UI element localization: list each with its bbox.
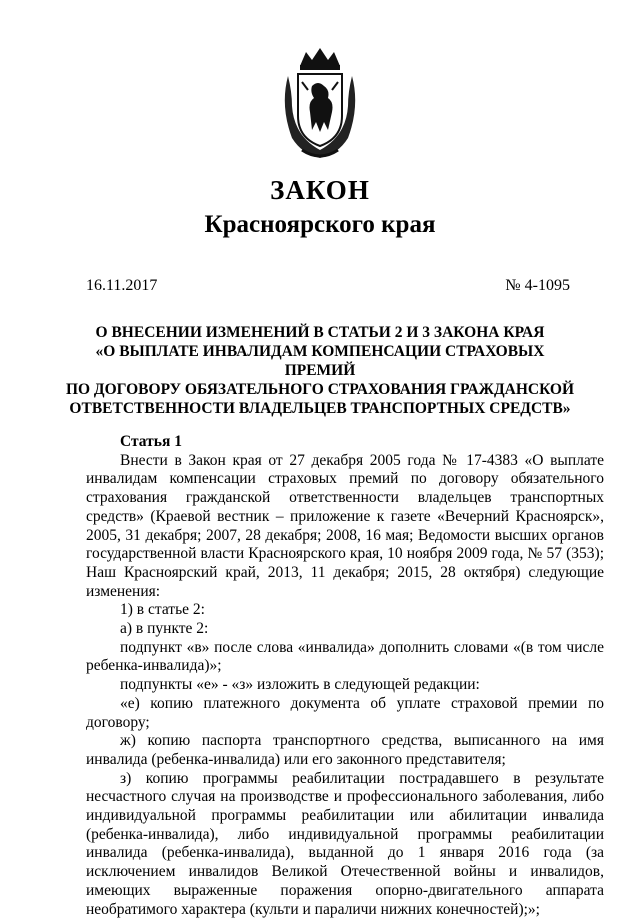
coat-of-arms-icon	[278, 46, 362, 164]
heading-line: ПО ДОГОВОРУ ОБЯЗАТЕЛЬНОГО СТРАХОВАНИЯ ГРАЖДАНСКОЙ	[65, 381, 575, 398]
document-title: ЗАКОН	[270, 175, 370, 205]
article-paragraph: подпункт «в» после слова «инвалида» дополнить словами «(в том числе ребенка-инвалида)»;	[86, 638, 604, 675]
article-paragraph: ж) копию паспорта транспортного средства, выписанного на имя инвалида (ребенка-инвалида) или его законного представителя;	[86, 732, 604, 768]
article-paragraph: подпункты «е» - «з» изложить в следующей редакции:	[120, 676, 480, 694]
document-date: 16.11.2017	[86, 277, 158, 294]
article-body	[86, 433, 604, 919]
document-subtitle: Красноярского края	[204, 211, 436, 238]
article-paragraph: Внести в Закон края от 27 декабря 2005 года № 17-4383 «О выплате инвалидам компенсации страховых премий по договору обязательного страхования гражданской ответственности владельцев транспортных средств» (Краевой вестник – приложение к газете «Вечерний Красноярск», 2005, 31 декабря; 2007, 28 декабря; 2008, 16 мая; Ведомости высших органов государственной власти Красноярского края, 10 ноября 2009 года, № 57 (353); Наш Красноярский край, 2013, 11 декабря; 2015, 28 октября) следующие изменения:	[86, 451, 604, 600]
document-number: № 4-1095	[505, 277, 570, 294]
article-paragraph: «е) копию платежного документа об уплате страховой премии по договору;	[86, 694, 604, 731]
law-heading	[60, 323, 580, 418]
article-paragraph: 1) в статье 2:	[120, 601, 205, 619]
article-paragraph: з) копию программы реабилитации пострадавшего в результате несчастного случая на производстве и профессионального заболевания, либо индивидуальной программы реабилитации или абилитации инвалида (ребенка-инвалида), либо индивидуальной программы реабилитации инвалида (ребенка-инвалида), выданной до 1 января 2016 года (за исключением инвалидов Великой Отечественной войны и инвалидов, имеющих выраженные поражения опорно-двигательного аппарата необратимого характера (культи и параличи нижних конечностей);»;	[86, 769, 604, 918]
article-paragraph: а) в пункте 2:	[120, 620, 209, 638]
heading-line: «О ВЫПЛАТЕ ИНВАЛИДАМ КОМПЕНСАЦИИ СТРАХОВЫХ ПРЕМИЙ	[95, 343, 545, 379]
heading-line: О ВНЕСЕНИИ ИЗМЕНЕНИЙ В СТАТЬИ 2 И 3 ЗАКОНА КРАЯ	[95, 324, 545, 341]
article-title: Статья 1	[120, 433, 182, 450]
heading-line: ОТВЕТСТВЕННОСТИ ВЛАДЕЛЬЦЕВ ТРАНСПОРТНЫХ СРЕДСТВ»	[69, 400, 571, 417]
